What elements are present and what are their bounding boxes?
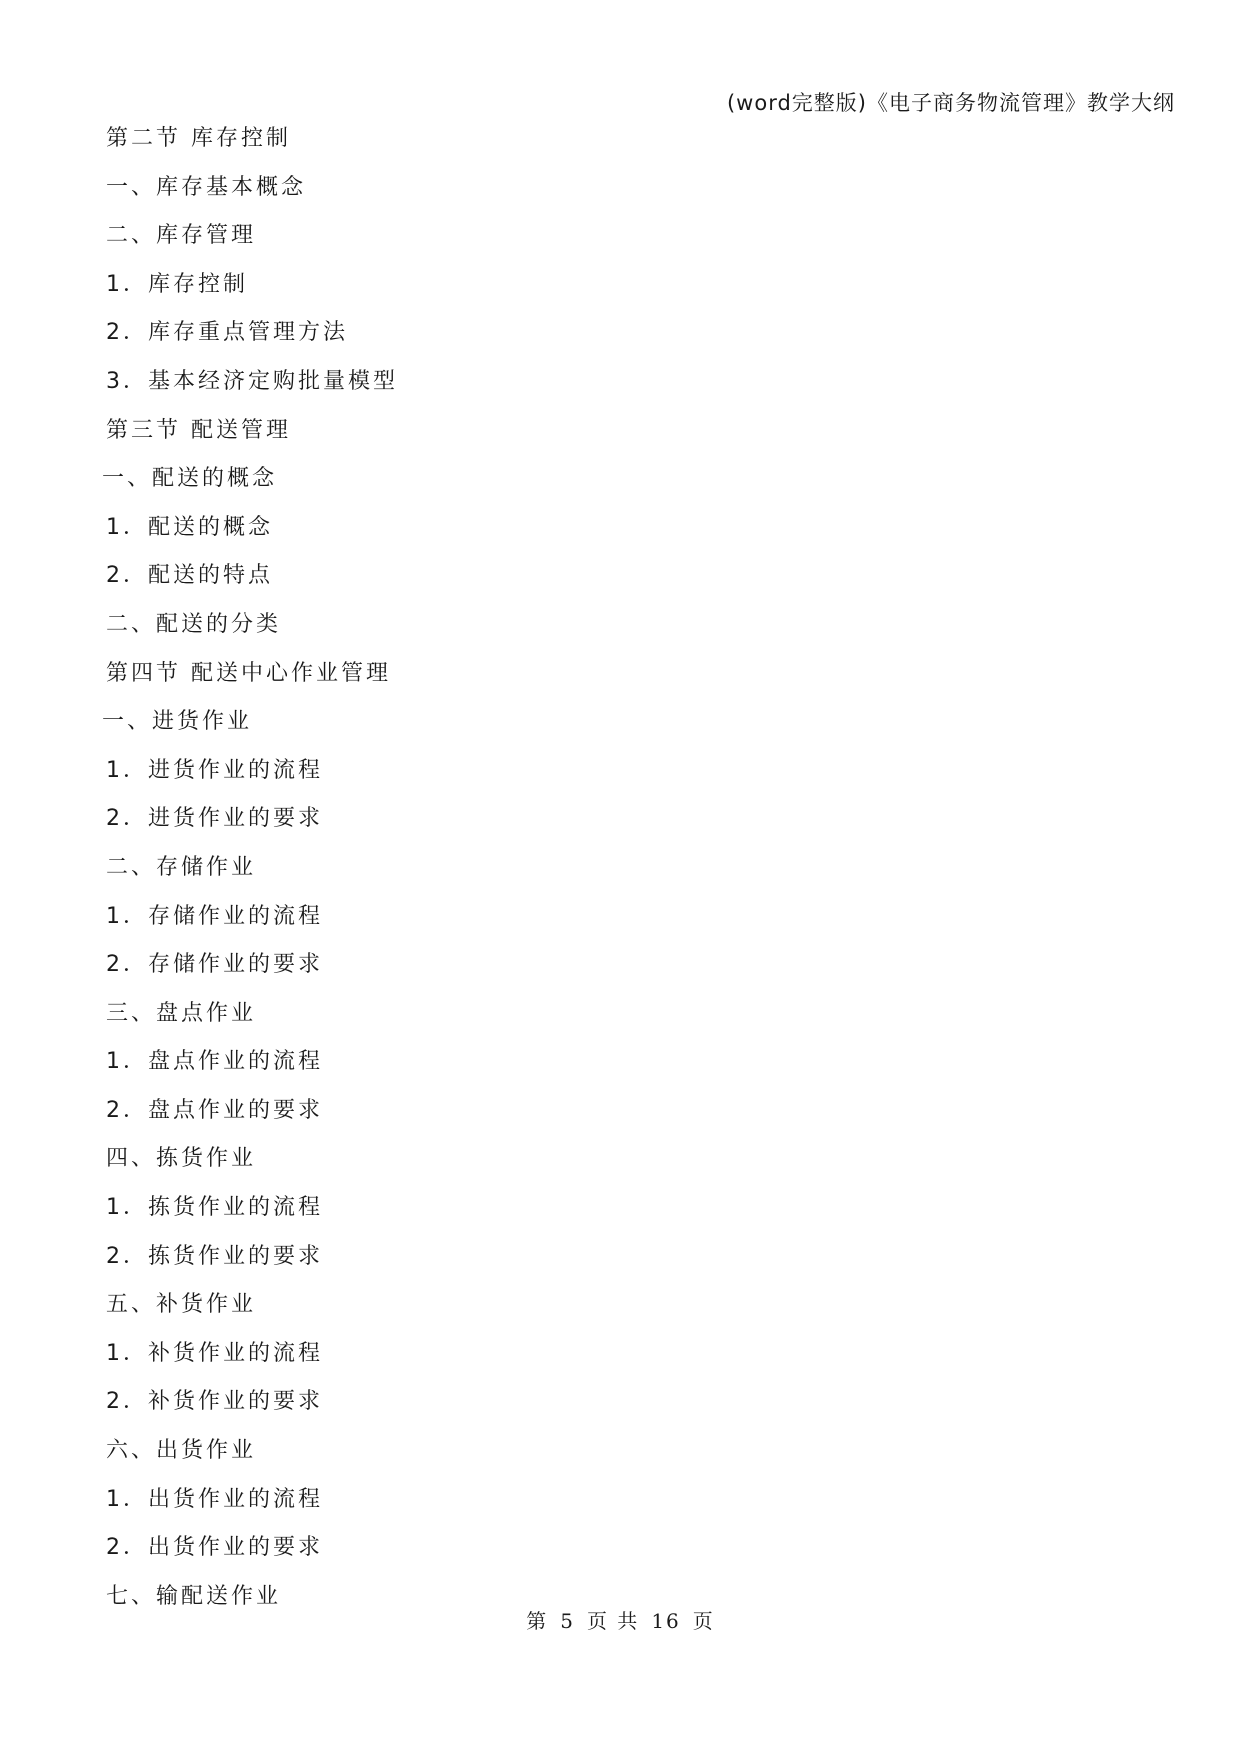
outline-list — [102, 124, 1006, 1630]
footer-page-suffix: 页 — [692, 1609, 715, 1633]
outline-item: 六、出货作业 — [106, 1438, 257, 1464]
footer-page-mid: 页 共 — [586, 1609, 640, 1633]
outline-item: 三、盘点作业 — [106, 1000, 257, 1026]
outline-subitem: 1．配送的概念 — [106, 514, 273, 540]
outline-subitem: 3．基本经济定购批量模型 — [106, 368, 398, 394]
outline-subitem: 2．补货作业的要求 — [106, 1389, 323, 1415]
outline-subitem: 1．库存控制 — [106, 271, 248, 297]
outline-item: 五、补货作业 — [106, 1292, 257, 1318]
outline-subitem: 2．盘点作业的要求 — [106, 1097, 323, 1123]
section-heading: 第三节 配送管理 — [106, 417, 291, 443]
outline-subitem: 1．存储作业的流程 — [106, 903, 323, 929]
page-footer — [0, 1608, 1241, 1634]
running-header: (word完整版)《电子商务物流管理》教学大纲 — [726, 91, 1175, 115]
outline-item: 一、库存基本概念 — [106, 174, 307, 200]
footer-page-label: 第 — [526, 1609, 549, 1633]
outline-subitem: 2．存储作业的要求 — [106, 952, 323, 978]
outline-subitem: 1．进货作业的流程 — [106, 757, 323, 783]
outline-subitem: 2．配送的特点 — [106, 563, 273, 589]
outline-item: 二、存储作业 — [106, 854, 257, 880]
outline-subitem: 2．库存重点管理方法 — [106, 320, 348, 346]
outline-item: 四、拣货作业 — [106, 1146, 257, 1172]
outline-item: 二、配送的分类 — [106, 611, 282, 637]
outline-subitem: 2．进货作业的要求 — [106, 806, 323, 832]
footer-page-current: 5 — [560, 1609, 575, 1633]
outline-subitem: 1．拣货作业的流程 — [106, 1195, 323, 1221]
outline-subitem: 2．拣货作业的要求 — [106, 1243, 323, 1269]
outline-item: 一、进货作业 — [102, 709, 253, 735]
outline-item: 一、配送的概念 — [102, 466, 278, 492]
outline-subitem: 1．补货作业的流程 — [106, 1340, 323, 1366]
section-heading: 第二节 库存控制 — [106, 126, 291, 151]
outline-item: 七、输配送作业 — [106, 1583, 282, 1609]
outline-subitem: 2．出货作业的要求 — [106, 1535, 323, 1561]
outline-item: 二、库存管理 — [106, 223, 257, 249]
outline-subitem: 1．出货作业的流程 — [106, 1486, 323, 1512]
footer-page-total: 16 — [651, 1609, 681, 1633]
outline-subitem: 1．盘点作业的流程 — [106, 1049, 323, 1075]
section-heading: 第四节 配送中心作业管理 — [106, 660, 391, 686]
